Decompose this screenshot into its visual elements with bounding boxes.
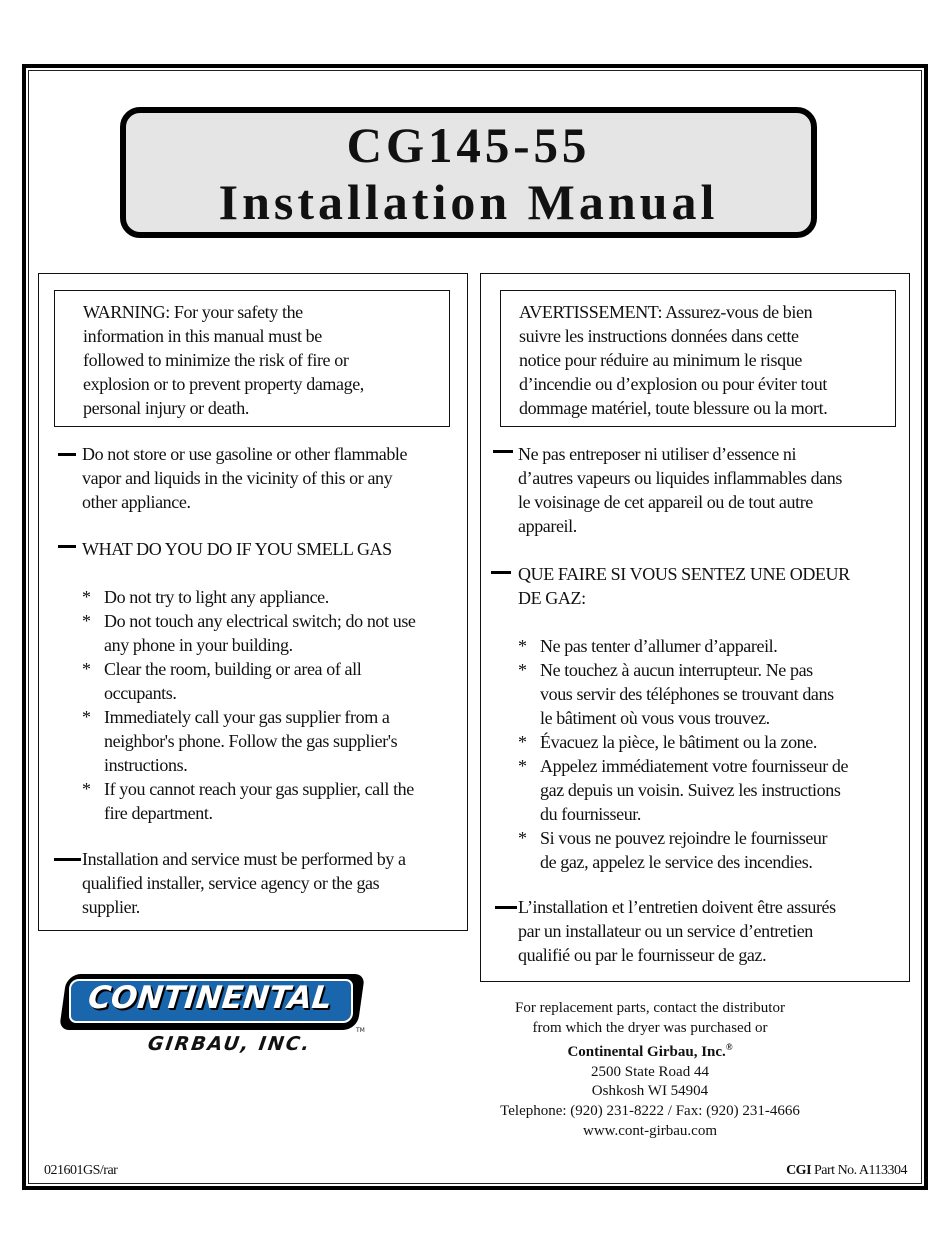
- bullet-line: Clear the room, building or area of all: [104, 659, 362, 679]
- bullet-line: Ne touchez à aucun interrupteur. Ne pas: [540, 660, 813, 680]
- address-line: 2500 State Road 44: [591, 1063, 709, 1080]
- contact-line: from which the dryer was purchased or: [532, 1019, 768, 1036]
- trademark-symbol: TM: [356, 1027, 365, 1034]
- asterisk-icon: *: [518, 732, 527, 752]
- english-gas-instructions: [82, 585, 462, 825]
- item-line: Ne pas entreposer ni utiliser d’essence ni: [518, 444, 797, 464]
- warning-line: dommage matériel, toute blessure ou la mort.: [519, 398, 828, 418]
- asterisk-icon: *: [518, 636, 527, 656]
- bullet-line: Évacuez la pièce, le bâtiment ou la zone.: [540, 732, 817, 752]
- asterisk-icon: *: [82, 707, 91, 727]
- bullet-line: gaz depuis un voisin. Suivez les instructions: [540, 780, 841, 800]
- bullet-line: fire department.: [104, 803, 213, 823]
- item-line: L’installation et l’entretien doivent être assurés: [518, 897, 836, 917]
- bullet-line: vous servir des téléphones se trouvant dans: [540, 684, 834, 704]
- bullet-line: instructions.: [104, 755, 188, 775]
- english-warning-box: [54, 290, 450, 427]
- asterisk-icon: *: [82, 659, 91, 679]
- bullet-line: Immediately call your gas supplier from a: [104, 707, 390, 727]
- list-item: [82, 609, 462, 657]
- asterisk-icon: *: [82, 611, 91, 631]
- bullet-line: Do not try to light any appliance.: [104, 587, 329, 607]
- warning-line: notice pour réduire au minimum le risque: [519, 350, 802, 370]
- logo-subtitle: GIRBAU, INC.: [146, 1033, 313, 1055]
- list-item: [518, 658, 908, 730]
- item-line: qualifié ou par le fournisseur de gaz.: [518, 945, 767, 965]
- list-item: [82, 705, 462, 777]
- website-link[interactable]: www.cont-girbau.com: [583, 1122, 717, 1139]
- item-line: d’autres vapeurs ou liquides inflammables dans: [518, 468, 843, 488]
- item-line: le voisinage de cet appareil ou de tout autre: [518, 492, 813, 512]
- item-line: qualified installer, service agency or the gas: [82, 873, 380, 893]
- part-number: [786, 1163, 907, 1179]
- part-prefix: CGI: [786, 1163, 812, 1178]
- bullet-line: neighbor's phone. Follow the gas supplier's: [104, 731, 398, 751]
- continental-girbau-logo: [63, 974, 363, 1032]
- section-heading: QUE FAIRE SI VOUS SENTEZ UNE ODEUR: [518, 564, 850, 584]
- asterisk-icon: *: [82, 587, 91, 607]
- document-code: 021601GS/rar: [44, 1163, 118, 1178]
- bullet-line: If you cannot reach your gas supplier, call the: [104, 779, 414, 799]
- item-line: par un installateur ou un service d’entretien: [518, 921, 813, 941]
- contact-info: [470, 999, 830, 1141]
- bullet-line: any phone in your building.: [104, 635, 293, 655]
- french-warning-box: [500, 290, 896, 427]
- item-line: other appliance.: [82, 492, 191, 512]
- section-heading: DE GAZ:: [518, 588, 586, 608]
- item-line: appareil.: [518, 516, 577, 536]
- bullet-line: de gaz, appelez le service des incendies.: [540, 852, 813, 872]
- warning-line: explosion or to prevent property damage,: [83, 374, 364, 394]
- list-item: [518, 730, 908, 754]
- bullet-line: Do not touch any electrical switch; do not use: [104, 611, 416, 631]
- phone-fax: Telephone: (920) 231-8222 / Fax: (920) 231-4666: [500, 1102, 800, 1119]
- part-number-value: Part No. A113304: [811, 1163, 907, 1178]
- french-gas-instructions: [518, 634, 908, 874]
- company-name-text: Continental Girbau, Inc.: [567, 1044, 726, 1061]
- list-item: [518, 754, 908, 826]
- list-item: [82, 657, 462, 705]
- list-item: [82, 585, 462, 609]
- list-item: [82, 777, 462, 825]
- list-item: [518, 634, 908, 658]
- contact-line: For replacement parts, contact the distributor: [515, 1000, 785, 1016]
- warning-line: followed to minimize the risk of fire or: [83, 350, 349, 370]
- asterisk-icon: *: [518, 660, 527, 680]
- dash-icon: [491, 571, 511, 574]
- warning-line: information in this manual must be: [83, 326, 322, 346]
- asterisk-icon: *: [82, 779, 91, 799]
- dash-icon: [58, 453, 76, 456]
- item-line: Do not store or use gasoline or other flammable: [82, 444, 408, 464]
- item-line: supplier.: [82, 897, 140, 917]
- dash-icon: [495, 906, 517, 909]
- section-heading: WHAT DO YOU DO IF YOU SMELL GAS: [82, 539, 392, 559]
- asterisk-icon: *: [518, 828, 527, 848]
- dash-icon: [58, 545, 76, 548]
- warning-line: WARNING: For your safety the: [83, 302, 303, 322]
- model-number: CG145-55: [346, 117, 591, 173]
- item-line: Installation and service must be performed by a: [82, 849, 406, 869]
- english-safety-box: [38, 273, 468, 931]
- dash-icon: [54, 858, 81, 861]
- warning-line: personal injury or death.: [83, 398, 249, 418]
- asterisk-icon: *: [518, 756, 527, 776]
- bullet-line: du fournisseur.: [540, 804, 641, 824]
- title-box: [120, 107, 817, 238]
- bullet-line: Si vous ne pouvez rejoindre le fournisseur: [540, 828, 828, 848]
- warning-line: d’incendie ou d’explosion ou pour éviter tout: [519, 374, 827, 394]
- dash-icon: [493, 450, 513, 453]
- warning-line: AVERTISSEMENT: Assurez-vous de bien: [519, 302, 813, 322]
- registered-icon: ®: [725, 1042, 733, 1053]
- bullet-line: Appelez immédiatement votre fournisseur de: [540, 756, 849, 776]
- bullet-line: Ne pas tenter d’allumer d’appareil.: [540, 636, 778, 656]
- bullet-line: le bâtiment où vous vous trouvez.: [540, 708, 770, 728]
- address-line: Oshkosh WI 54904: [591, 1083, 709, 1100]
- warning-line: suivre les instructions données dans cette: [519, 326, 799, 346]
- item-line: vapor and liquids in the vicinity of this or any: [82, 468, 393, 488]
- logo-brand-text: CONTINENTAL: [86, 980, 334, 1016]
- french-safety-box: [480, 273, 910, 982]
- document-title: Installation Manual: [218, 174, 719, 230]
- list-item: [518, 826, 908, 874]
- company-name: [470, 1038, 830, 1063]
- bullet-line: occupants.: [104, 683, 177, 703]
